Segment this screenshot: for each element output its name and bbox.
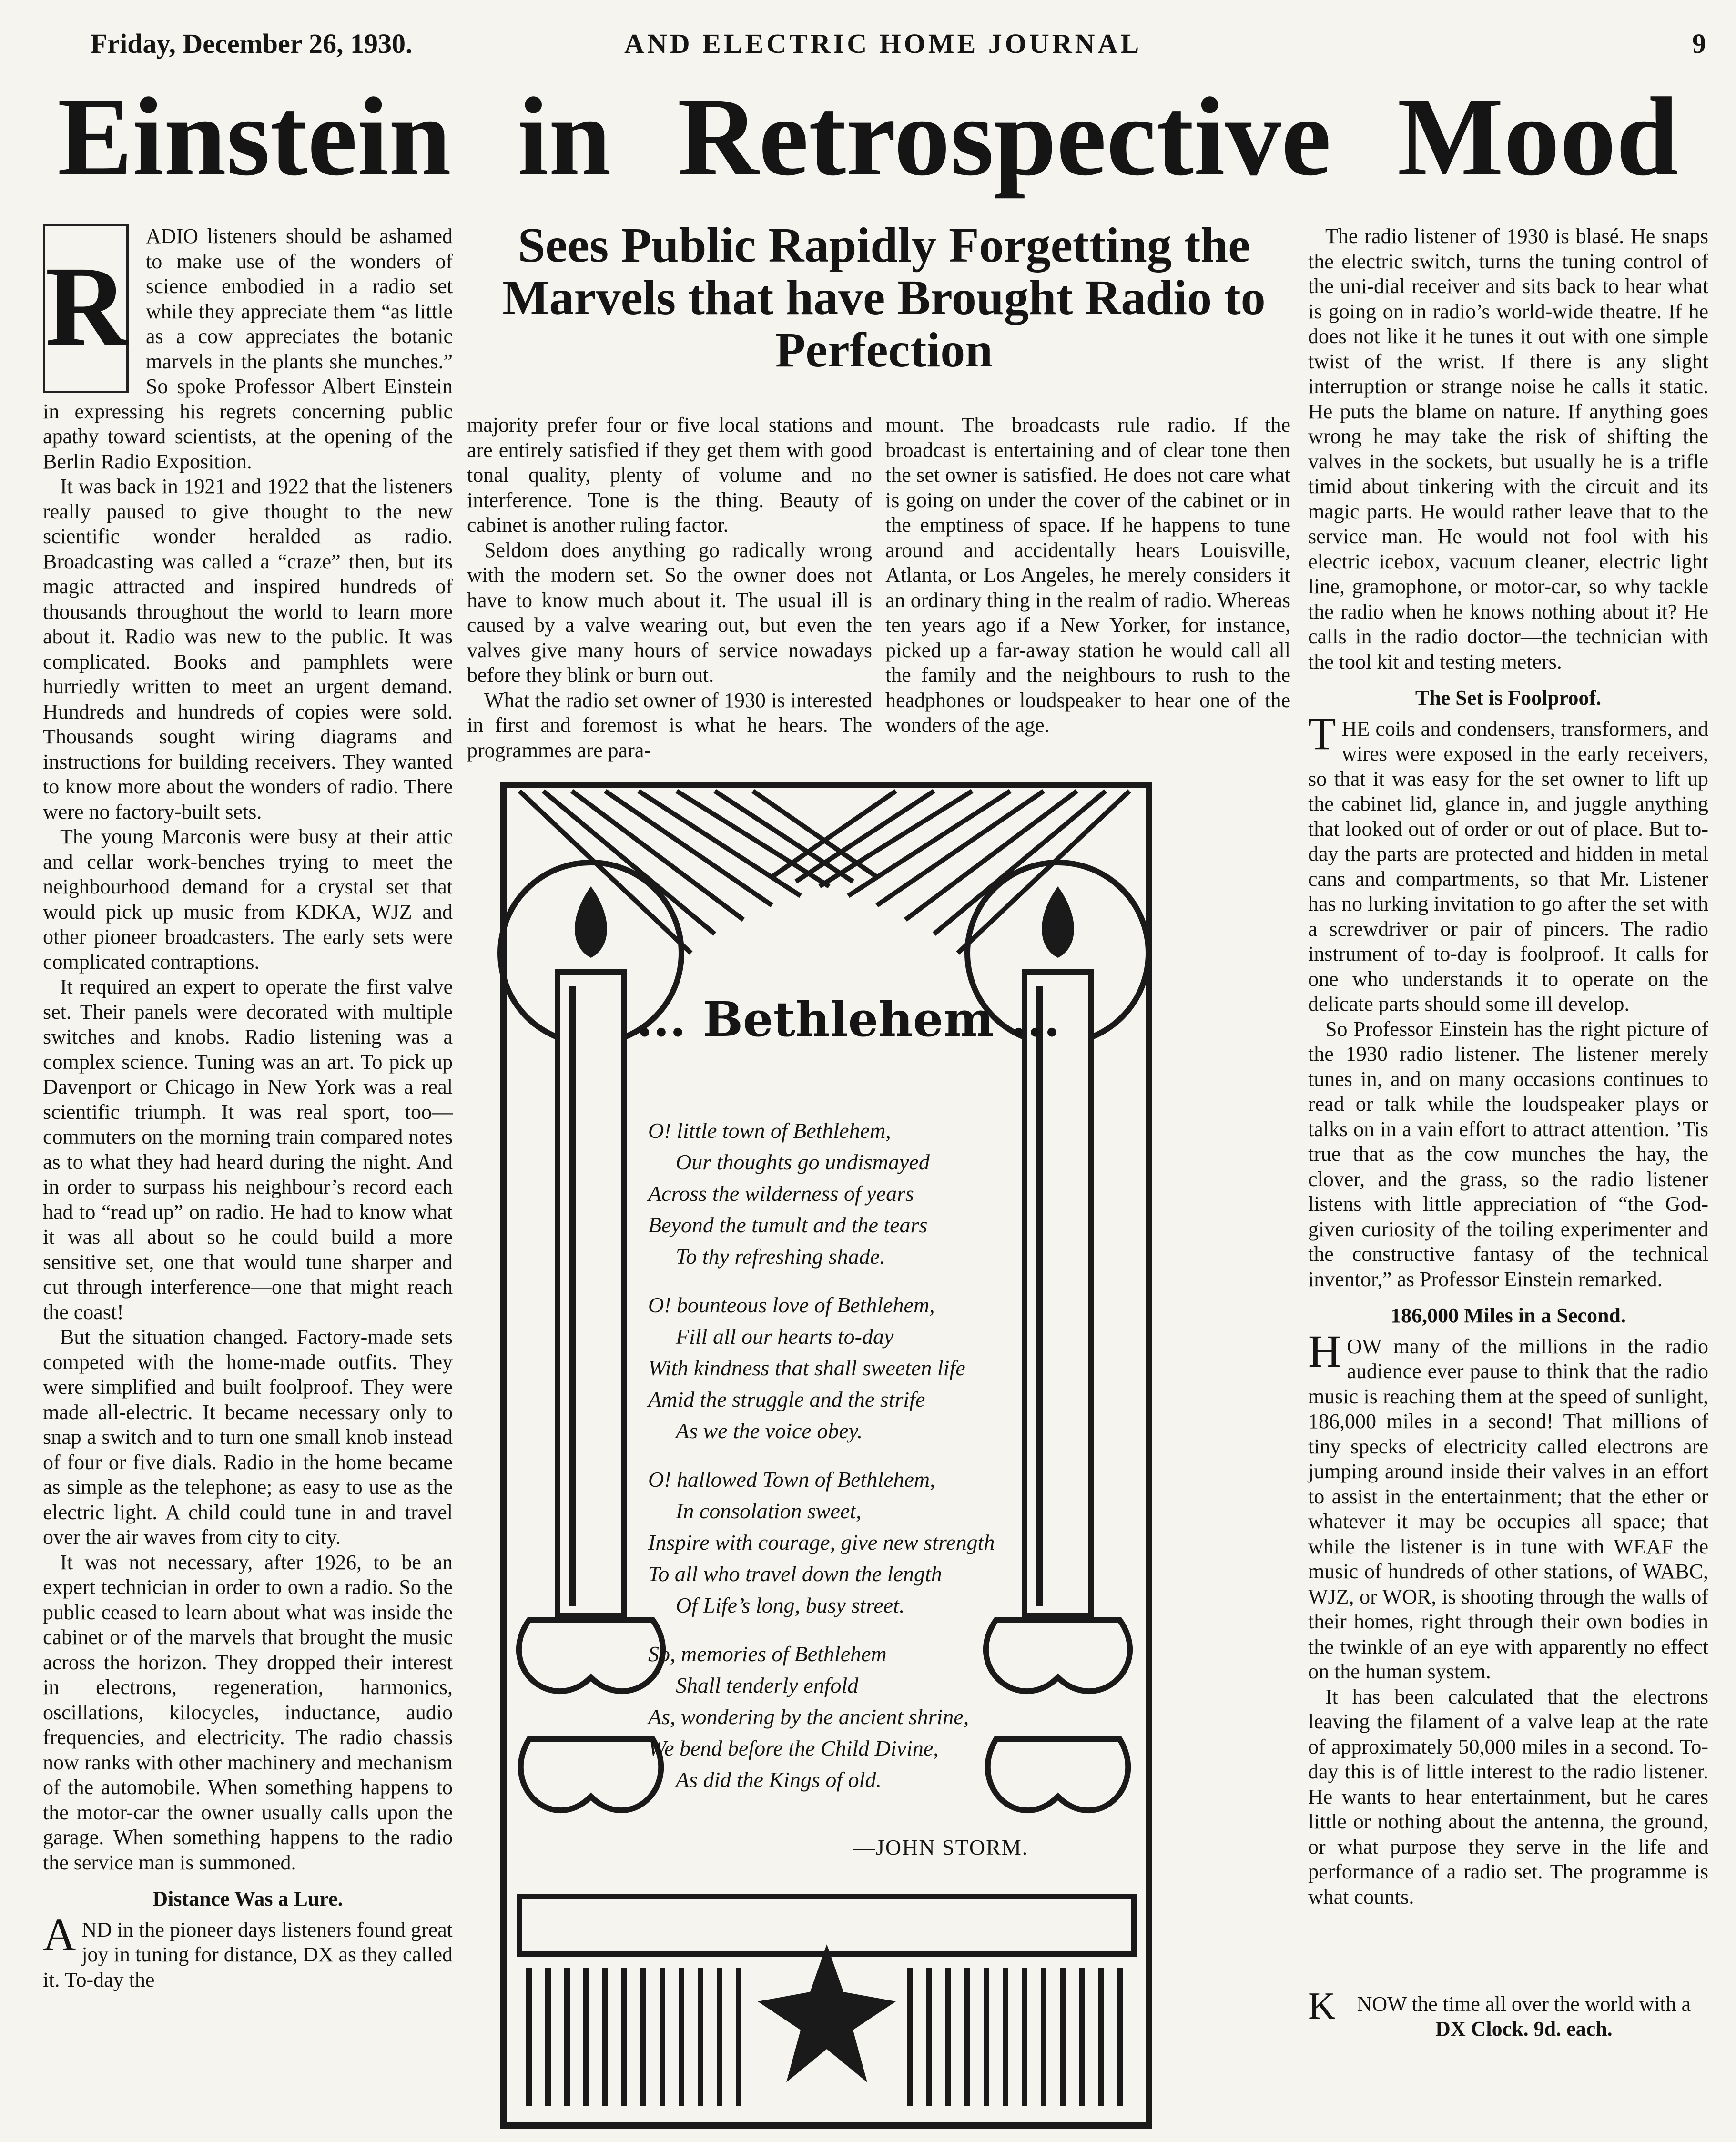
poem-line: To all who travel down the length [648,1562,942,1586]
poem-line: Of Life’s long, busy street. [676,1593,905,1617]
paragraph: majority prefer four or five local stations and are entirely satisfied if they get them with good tonal quality, plenty of volume and no interference. Tone is the thing. Beauty of cabinet is another ruling factor. [467,413,872,537]
paragraph: mount. The broadcasts rule radio. If the broadcast is entertaining and of clear tone then the set owner is satisfied. He does not care what is going on under the cover of the cabinet or in the emptiness of space. If he happens to tune around and accidentally hears Louisville, Atlanta, or Los Angeles, he merely considers it an ordinary thing in the realm of radio. Whereas ten years ago if a New Yorker, for instance, picked up a far-away station he would call all the family and the neighbours to rush to the headphones or loudspeaker to hear one of the wonders of the age. [885,413,1290,737]
dx-clock-ad [1308,1985,1708,2041]
paragraph: But the situation changed. Factory-made sets competed with the home-made outfits. They were simplified and built foolproof. They were made all-electric. It became necessary only to snap a switch and to turn one small knob instead of four or five dials. Radio in the home became as simple as the telephone; as easy to use as the electric light. A child could tune in and travel over the air waves from city to city. [43,1325,453,1549]
initial-letter: A [43,1909,76,1960]
paragraph: The radio listener of 1930 is blasé. He snaps the electric switch, turns the tuning control of the uni-dial receiver and sits back to hear what is going on in radio’s world-wide theatre. If he does not like it he tunes it out with one simple twist of the wrist. If there is any slight interruption or strange noise he calls it static. He puts the blame on nature. If anything goes wrong he may take the risk of shifting the valves in the sockets, but usually he is a trifle timid about tinkering with the circuit and its magic parts. He would rather leave that to the service man. He would not fool with his electric icebox, vacuum cleaner, electric light line, gramophone, or motor-car, so why tackle the radio when he knows nothing about it? He calls in the radio doctor—the technician with the tool kit and testing meters. [1308,224,1708,673]
poem-text [648,1115,1125,1813]
paragraph: Seldom does anything go radically wrong with the modern set. So the owner does not have to know much about it. The usual ill is caused by a valve wearing out, but even the valves give many hours of service nowadays before they blink or burn out. [467,538,872,687]
poem-line: As, wondering by the ancient shrine, [648,1705,969,1729]
paragraph: It has been calculated that the electrons leaving the filament of a valve leap at the rate of approximately 50,000 miles in a second. To-day this is of little interest to the radio listener. He wants to hear entertainment, but he cares little or nothing about the antenna, the ground, or what purpose they serve in the life and performance of a radio set. The programme is what counts. [1308,1685,1708,1909]
poem-line: So, memories of Bethlehem [648,1642,887,1666]
journal-name: AND ELECTRIC HOME JOURNAL [624,28,1142,59]
poem-line: In consolation sweet, [676,1499,862,1523]
initial-letter: T [1308,708,1336,759]
paragraph: So Professor Einstein has the right picture of the 1930 radio listener. The listener merely tunes in, and on many occasions continues to read or talk while the loudspeaker plays or talks on in a vain effort to attract attention. ’Tis true that as the cow munches the hay, the clover, and the grass, so the radio listener listens with little appreciation of “the God-given curiosity of the toiling experimenter and the constructive fantasy of the technical inventor,” as Professor Einstein remarked. [1308,1017,1708,1291]
poem-line: We bend before the Child Divine, [648,1736,939,1760]
flame-icon-left [575,886,607,958]
section-heading: Distance Was a Lure. [152,1887,343,1910]
sunburst-rays-left [519,791,877,953]
stanza [648,1289,1125,1447]
paragraph: It required an expert to operate the first valve set. Their panels were decorated with multiple switches and knobs. Radio listening was a complex science. Tuning was an art. To pick up Davenport or Chicago in New York was a real scientific triumph. It was real sport, too—commuters on the morning train compared notes as to what they had heard during the night. And in order to surpass his neighbour’s record each had to “read up” on radio. He had to know what it was all about so he could build a more sensitive set, one that would tune sharper and cut through interference—one that might reach the coast! [43,975,453,1324]
poem-line: Amid the struggle and the strife [648,1387,925,1411]
poem-line: Inspire with courage, give new strength [648,1530,995,1554]
flame-icon-right [1042,886,1074,958]
poem-line: As did the Kings of old. [676,1767,882,1792]
poem-line: Beyond the tumult and the tears [648,1213,928,1237]
poem-title: ... Bethlehem ... [636,991,1060,1047]
scroll-ornament-left [519,1620,663,1810]
paragraph: The young Marconis were busy at their attic and cellar work-benches trying to meet the neighbourhood demand for a crystal set that would pick up music from KDKA, WJZ and other pioneer broadcasters. The early sets were complicated contraptions. [43,825,453,974]
ad-line: NOW the time all over the world with a [1357,1992,1691,2016]
poem-line: Across the wilderness of years [648,1181,914,1206]
base-bars-left [529,1968,739,2106]
headline: Einstein in Retrospective Mood [57,75,1679,199]
initial-letter: K [1308,1985,1336,2027]
poem-line: As we the voice obey. [676,1419,863,1443]
poem-author: —JOHN STORM. [853,1835,1029,1859]
poem-line: Fill all our hearts to-day [676,1324,894,1349]
candle-shade-left [569,986,576,1606]
subheadline: Sees Public Rapidly Forgetting the Marvels that have Brought Radio to Perfection [502,218,1266,377]
poem-line: Shall tenderly enfold [676,1673,859,1697]
base-bars-right [910,1968,1120,2106]
paragraph: It was back in 1921 and 1922 that the listeners really paused to give thought to the new scientific wonder heralded as radio. Broadcasting was called a “craze” then, but its magic attracted and inspired hundreds of thousands throughout the world to learn more about it. Radio was new to the public. It was complicated. Books and pamphlets were hurriedly written to meet an urgent demand. Hundreds and hundreds of copies were sold. Thousands sought wiring diagrams and instructions for building receivers. They wanted to know more about the wonders of radio. There were no factory-built sets. [43,475,453,823]
poem-line: O! little town of Bethlehem, [648,1118,891,1143]
paragraph-text: ND in the pioneer days listeners found great joy in tuning for distance, DX as they called it. To-day the [43,1918,453,1991]
drop-cap: R [43,224,129,393]
initial-letter: H [1308,1325,1341,1377]
paragraph-text: HE coils and condensers, transformers, and wires were exposed in the early receivers, so that it was easy for the set owner to lift up the cabinet lid, glance in, and juggle anything that looked out of order or out of place. But to-day the parts are protected and hidden in metal cans and compartments, so that Mr. Listener has no lurking invitation to go after the set with a screwdriver or pair of pincers. The radio instrument of to-day is foolproof. It calls for one who understands it to operate on the delicate parts should some ill develop. [1308,717,1708,1015]
paragraph: ADIO listeners should be ashamed to make use of the wonders of science embodied in a radio set while they appreciate them “as little as a cow appreciates the botanic marvels in the plants she munches.” So spoke Professor Albert Einstein in expressing his regrets concerning public apathy toward scientists, at the opening of the Berlin Radio Exposition. [43,224,453,473]
poinsettia-icon [758,1944,896,2082]
poem-line: With kindness that shall sweeten life [648,1356,965,1380]
section-heading: 186,000 Miles in a Second. [1391,1304,1626,1327]
stanza [648,1638,1125,1796]
section-heading: The Set is Foolproof. [1415,686,1602,710]
paragraph: It was not necessary, after 1926, to be an expert technician in order to own a radio. So the public ceased to learn about what was inside the cabinet or of the marvels that brought the music across the horizon. They dropped their interest in electrons, regeneration, harmonics, oscillations, kilocycles, inductance, audio frequencies, and electricity. The radio chassis now ranks with other machinery and mechanism of the automobile. When something happens to the motor-car the owner usually calls upon the garage. When something happens to the radio the service man is summoned. [43,1550,453,1874]
stanza [648,1464,1125,1621]
poem-line: To thy refreshing shade. [676,1244,885,1269]
poem-line: O! hallowed Town of Bethlehem, [648,1467,935,1492]
candle-left [558,972,624,1615]
issue-date: Friday, December 26, 1930. [91,28,413,59]
poem-line: O! bounteous love of Bethlehem, [648,1293,935,1317]
paragraph: What the radio set owner of 1930 is interested in first and foremost is what he hears. The programmes are para- [467,688,872,762]
paragraph-text: OW many of the millions in the radio audience ever pause to think that the radio music is reaching them at the speed of sunlight, 186,000 miles in a second! That millions of tiny specks of electricity called electrons are jumping around inside their valves in an effort to assist in the entertainment; that the ether or whatever it may be occupies all space; that while the listener is in tune with WEAF the music of hundreds of other stations, of WABC, WJZ, or WOR, is shooting through the walls of their homes, right through their own bodies in the twinkle of an eye with apparently no effect on the human system. [1308,1334,1708,1683]
poem-line: Our thoughts go undismayed [676,1150,930,1174]
page-number: 9 [1692,28,1706,59]
stanza [648,1115,1125,1272]
ad-price: DX Clock. 9d. each. [1435,2017,1613,2040]
sunburst-rays-right [772,791,1129,953]
